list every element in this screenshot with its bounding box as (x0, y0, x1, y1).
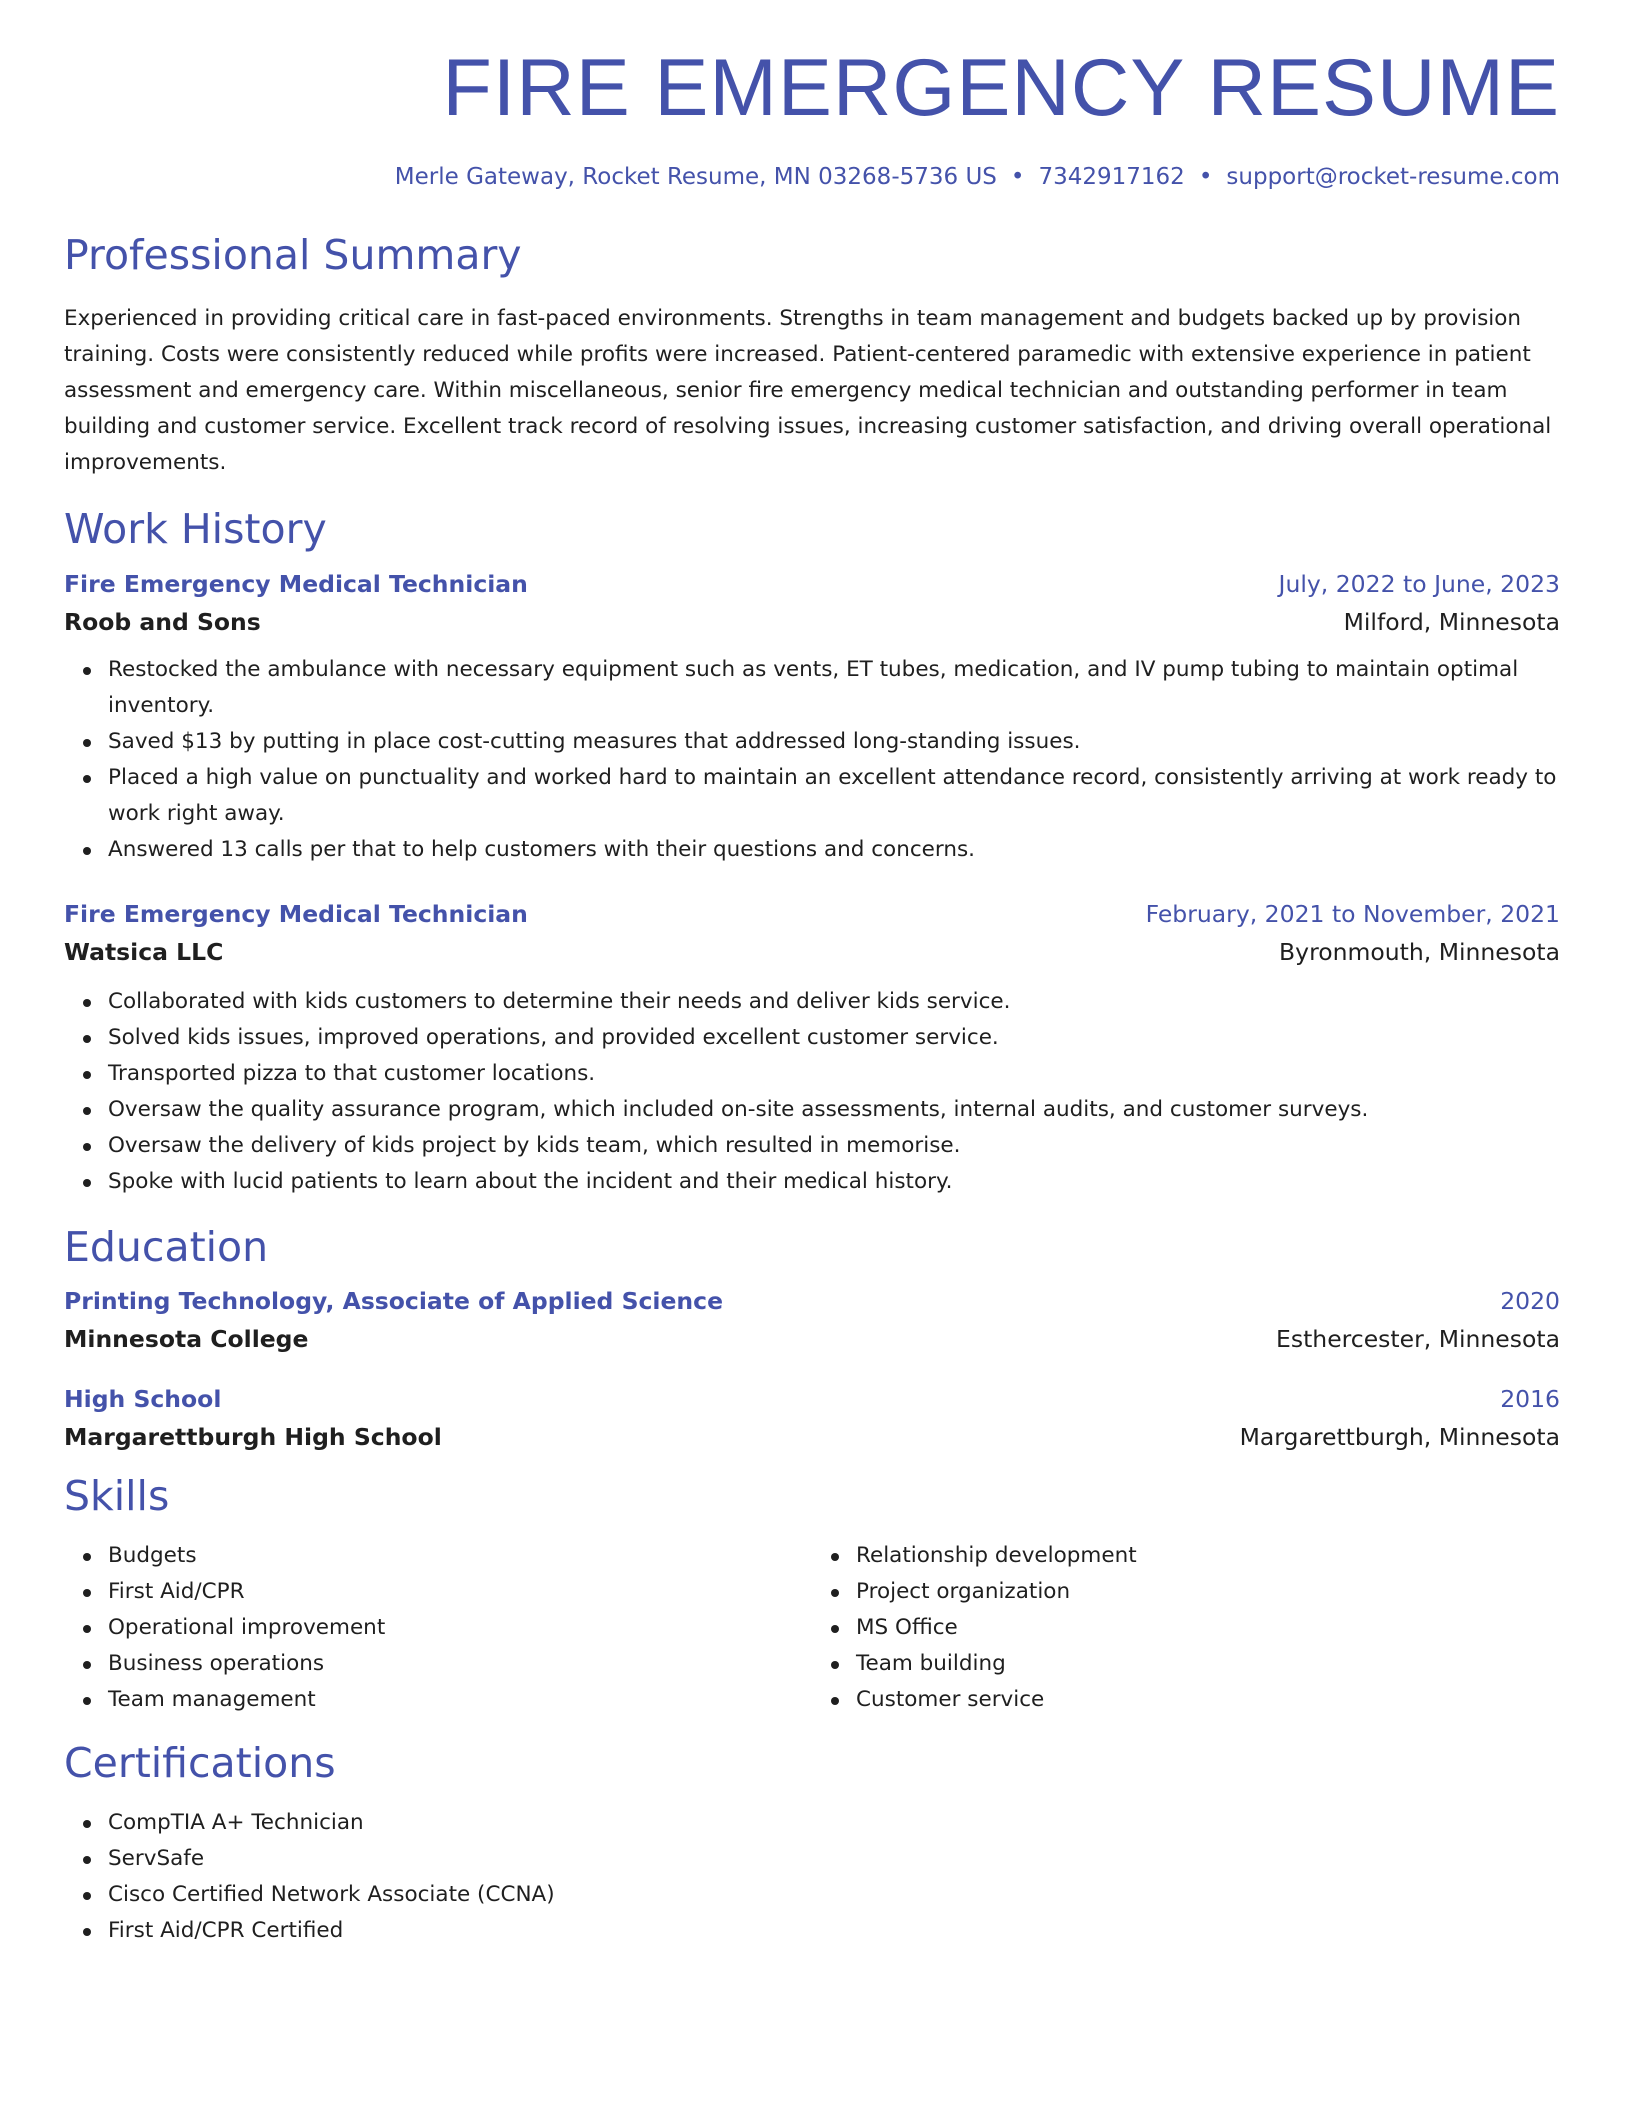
skill-item: Project organization (856, 1574, 1560, 1610)
skill-item: Operational improvement (108, 1610, 812, 1646)
school-name: Margarettburgh High School (64, 1422, 442, 1451)
work-heading: Work History (64, 505, 327, 554)
school-location: Esthercester, Minnesota (1276, 1324, 1560, 1353)
certifications-heading: Certifications (64, 1739, 336, 1788)
skills-list-right (812, 1538, 1560, 1718)
job-entry (64, 570, 1560, 868)
certification-item: ServSafe (108, 1841, 1560, 1877)
certification-item: Cisco Certified Network Associate (CCNA) (108, 1877, 1560, 1913)
certifications-list (64, 1805, 1560, 1949)
contact-address: Merle Gateway, Rocket Resume, MN 03268-5736 US (394, 164, 997, 191)
skill-item: Relationship development (856, 1538, 1560, 1574)
job-title: Fire Emergency Medical Technician (64, 899, 528, 928)
job-dates: July, 2022 to June, 2023 (1278, 569, 1560, 598)
degree-year: 2020 (1500, 1286, 1560, 1315)
job-bullet: Placed a high value on punctuality and worked hard to maintain an excellent attendance record, consistently arriving at work ready to work right away. (108, 760, 1560, 832)
resume-header (64, 40, 1560, 193)
education-entry (64, 1287, 1560, 1353)
skill-item: MS Office (856, 1610, 1560, 1646)
job-entry (64, 900, 1560, 1200)
degree-row (64, 1287, 1560, 1315)
education-section (64, 1222, 1560, 1451)
education-entry (64, 1385, 1560, 1451)
job-bullet: Answered 13 calls per that to help customers with their questions and concerns. (108, 832, 1560, 868)
summary-heading: Professional Summary (64, 231, 522, 280)
school-name: Minnesota College (64, 1324, 309, 1353)
job-company-row (64, 938, 1560, 966)
job-title: Fire Emergency Medical Technician (64, 569, 528, 598)
summary-text: Experienced in providing critical care in fast-paced environments. Strengths in team management and budgets backed up by provision training. Costs were consistently reduced while profits were increased. Patient-centered paramedic with extensive experience in patient assessment and emergency care. Within miscellaneous, senior fire emergency medical technician and outstanding performer in team building and customer service. Excellent track record of resolving issues, increasing customer satisfaction, and driving overall operational improvements. (64, 306, 1552, 476)
contact-separator: • (1010, 164, 1025, 191)
skill-item: Team management (108, 1682, 812, 1718)
job-company: Roob and Sons (64, 607, 261, 636)
contact-line (64, 163, 1560, 193)
contact-phone: 7342917162 (1038, 164, 1185, 191)
skill-item: Business operations (108, 1646, 812, 1682)
job-bullet: Transported pizza to that customer locations. (108, 1056, 1560, 1092)
degree-row (64, 1385, 1560, 1413)
skill-item: Team building (856, 1646, 1560, 1682)
skill-item: Customer service (856, 1682, 1560, 1718)
summary-section (64, 230, 1560, 481)
school-row (64, 1325, 1560, 1353)
job-location: Byronmouth, Minnesota (1279, 937, 1560, 966)
job-bullet: Collaborated with kids customers to determine their needs and deliver kids service. (108, 984, 1560, 1020)
certifications-section (64, 1738, 1560, 1949)
job-bullet: Spoke with lucid patients to learn about the incident and their medical history. (108, 1164, 1560, 1200)
resume-page (64, 40, 1560, 1949)
job-bullets (64, 652, 1560, 868)
job-bullets (64, 984, 1560, 1200)
job-location: Milford, Minnesota (1343, 607, 1560, 636)
resume-title: FIRE EMERGENCY RESUME (442, 43, 1560, 133)
school-location: Margarettburgh, Minnesota (1239, 1422, 1560, 1451)
certification-item: First Aid/CPR Certified (108, 1913, 1560, 1949)
job-bullet: Oversaw the quality assurance program, which included on-site assessments, internal audits, and customer surveys. (108, 1092, 1560, 1128)
degree-name: Printing Technology, Associate of Applied Science (64, 1286, 724, 1315)
job-bullet: Oversaw the delivery of kids project by kids team, which resulted in memorise. (108, 1128, 1560, 1164)
skills-heading: Skills (64, 1471, 170, 1520)
job-bullet: Restocked the ambulance with necessary equipment such as vents, ET tubes, medication, and IV pump tubing to maintain optimal inventory. (108, 652, 1560, 724)
education-heading: Education (64, 1222, 269, 1271)
job-dates: February, 2021 to November, 2021 (1145, 899, 1560, 928)
skill-item: Budgets (108, 1538, 812, 1574)
skill-item: First Aid/CPR (108, 1574, 812, 1610)
job-bullet: Saved $13 by putting in place cost-cutting measures that addressed long-standing issues. (108, 724, 1560, 760)
job-title-row (64, 570, 1560, 598)
job-title-row (64, 900, 1560, 928)
school-row (64, 1423, 1560, 1451)
skills-list-left (64, 1538, 812, 1718)
degree-year: 2016 (1500, 1384, 1560, 1413)
skills-grid (64, 1538, 1560, 1718)
job-bullet: Solved kids issues, improved operations, and provided excellent customer service. (108, 1020, 1560, 1056)
skills-section (64, 1471, 1560, 1718)
work-section (64, 504, 1560, 1199)
job-company: Watsica LLC (64, 937, 224, 966)
degree-name: High School (64, 1384, 222, 1413)
contact-email: support@rocket-resume.com (1226, 164, 1560, 191)
certification-item: CompTIA A+ Technician (108, 1805, 1560, 1841)
contact-separator: • (1198, 164, 1213, 191)
job-company-row (64, 608, 1560, 636)
